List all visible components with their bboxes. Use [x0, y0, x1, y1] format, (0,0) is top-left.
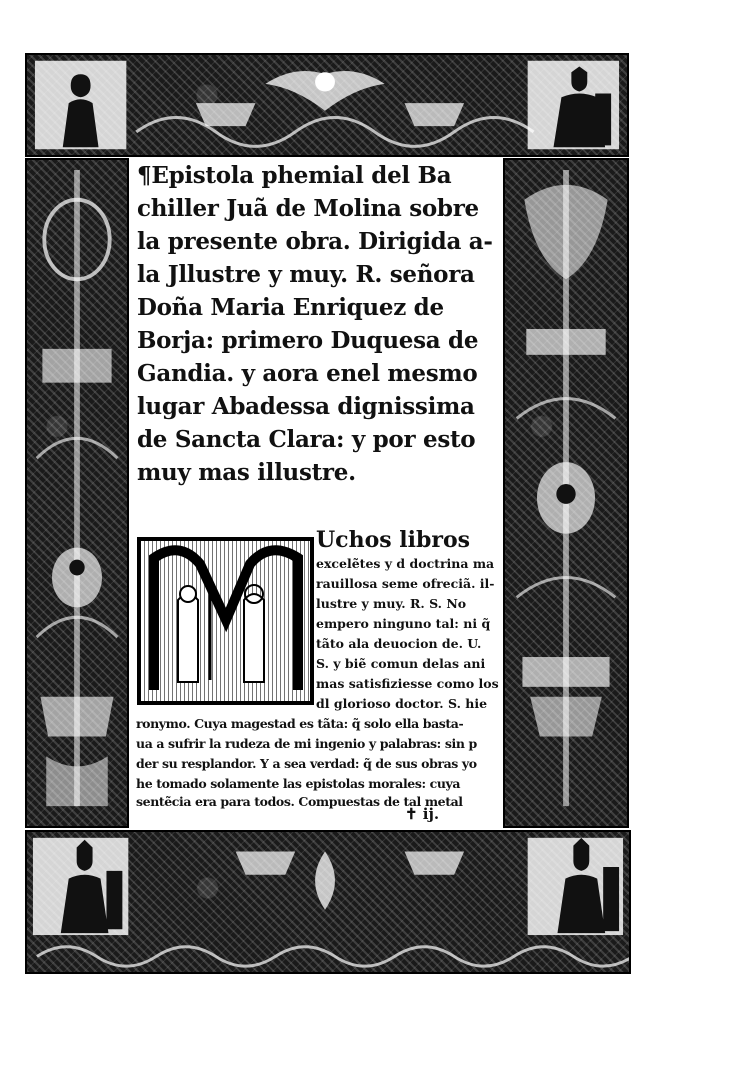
body-intro-line-4: lustre y muy. R. S. No: [316, 596, 467, 611]
bottom-scroll-foliage: [37, 947, 629, 966]
body-line-1: ronymo. Cuya magestad es tãta: q̃ solo ella basta-: [136, 716, 464, 731]
right-border-ornament: [505, 160, 627, 826]
left-border-ornament: [27, 160, 127, 826]
body-intro-line-8: mas satisfiziesse como los: [316, 676, 499, 691]
top-woodcut-border: [25, 53, 629, 157]
heading-line-8: lugar Abadessa dignissima: [137, 393, 475, 420]
bottom-border-ornament: [27, 832, 629, 972]
body-line-2: ua a sufrir la rudeza de mi ingenio y palabras: sin p: [136, 736, 477, 751]
body-line-3: der su resplandor. Y a sea verdad: q̃ de sus obras yo: [136, 756, 477, 771]
heading-line-10: muy mas illustre.: [137, 459, 356, 486]
left-pedestal: [40, 697, 113, 737]
bottom-vases: [236, 851, 464, 874]
virgin-figure: [244, 594, 264, 682]
body-intro-line-7: S. y biẽ comun delas ani: [316, 656, 486, 671]
body-intro-line-3: rauillosa seme ofreciã. il-: [316, 576, 495, 591]
body-line-5: sentẽcia era para todos. Compuestas de tal metal: [136, 794, 463, 809]
body-intro-line-5: empero ninguno tal: ni q̃: [316, 616, 491, 631]
heading-line-2: chiller Juã de Molina sobre: [137, 195, 479, 222]
right-vase-rim: [526, 329, 605, 355]
annunciation-woodcut: [140, 540, 311, 702]
body-intro-line-9: dl glorioso doctor. S. hie: [316, 696, 488, 711]
historiated-initial: [137, 537, 314, 705]
body-intro-line-2: excelẽtes y d doctrina ma: [316, 556, 495, 571]
heading-line-4: la Jllustre y muy. R. señora: [137, 261, 475, 288]
body-line-4: he tomado solamente las epistolas morales: cuya: [136, 776, 461, 791]
left-vase-rim: [42, 349, 111, 383]
cherub-head: [315, 72, 335, 91]
heading-line-6: Borja: primero Duquesa de: [137, 327, 479, 354]
top-border-ornament: [27, 55, 627, 155]
central-flower: [315, 851, 335, 909]
left-urn-body: [52, 548, 102, 608]
body-intro-line-6: tãto ala deuocion de. U.: [316, 636, 482, 651]
heading-line-1: ¶Epistola phemial del Ba: [137, 162, 452, 189]
body-intro-line-1: Uchos libros: [316, 527, 471, 553]
bottom-woodcut-border: [25, 830, 631, 974]
scroll-foliage: [136, 118, 533, 147]
left-woodcut-border: [25, 158, 129, 828]
heading-line-5: Doña Maria Enriquez de: [137, 294, 444, 321]
right-woodcut-border: [503, 158, 629, 828]
angel-figure: [178, 594, 198, 682]
heading-line-9: de Sancta Clara: y por esto: [137, 426, 476, 453]
heading-line-3: la presente obra. Dirigida a-: [137, 228, 493, 255]
signature-mark: ✝ ij.: [405, 805, 440, 823]
heading-line-7: Gandia. y aora enel mesmo: [137, 360, 478, 387]
right-foliage-top: [524, 185, 607, 279]
initial-letter-m: [154, 550, 298, 690]
